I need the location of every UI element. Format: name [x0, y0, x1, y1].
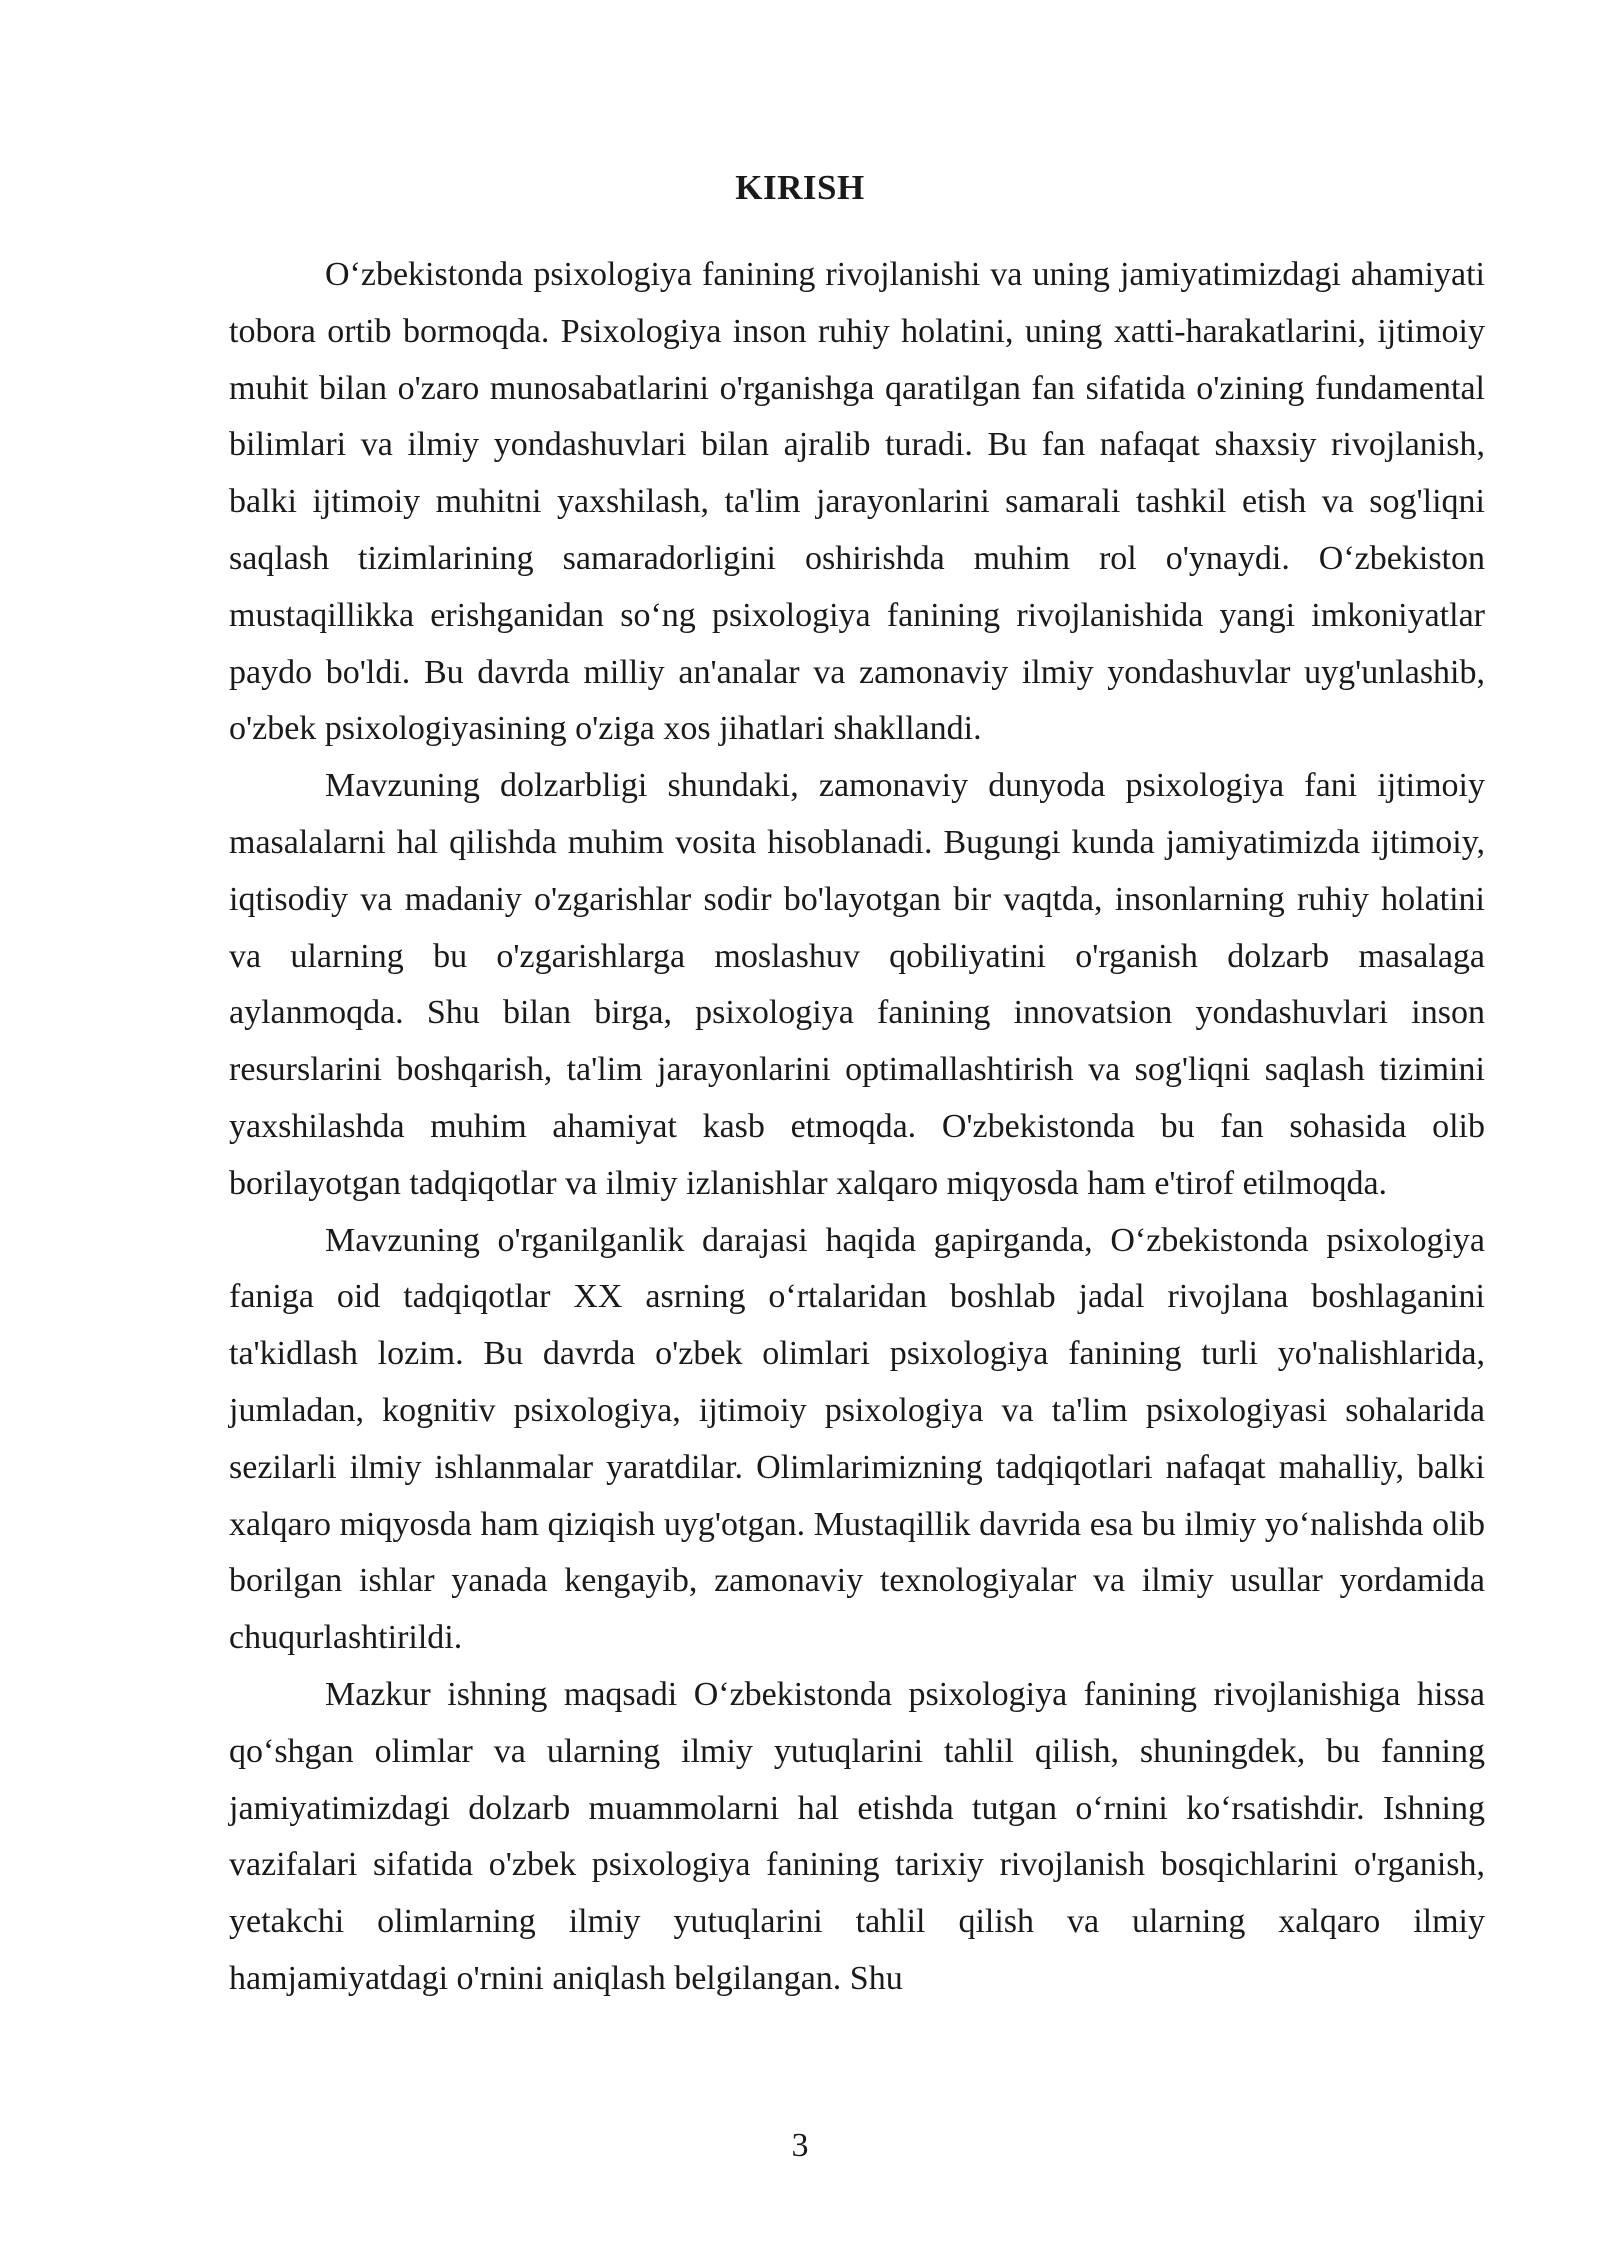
- paragraph-research-status: Mavzuning o'rganilganlik darajasi haqida gapirganda, Oʻzbekistonda psixologiya faniga oid tadqiqotlar XX asrning oʻrtalaridan boshlab jadal rivojlana boshlaganini ta'kidlash lozim. Bu davrda o'zbek olimlari psixologiya fanining turli yo'nalishlarida, jumladan, kognitiv psixologiya, ijtimoiy psixologiya va ta'lim psixologiyasi sohalarida sezilarli ilmiy ishlanmalar yaratdilar. Olimlarimizning tadqiqotlari nafaqat mahalliy, balki xalqaro miqyosda ham qiziqish uyg'otgan. Mustaqillik davrida esa bu ilmiy yoʻnalishda olib borilgan ishlar yanada kengayib, zamonaviy texnologiyalar va ilmiy usullar yordamida chuqurlashtirildi.: [229, 1221, 1485, 1657]
- paragraph-aim: Mazkur ishning maqsadi Oʻzbekistonda psixologiya fanining rivojlanishiga hissa qoʻshgan olimlar va ularning ilmiy yutuqlarini tahlil qilish, shuningdek, bu fanning jamiyatimizdagi dolzarb muammolarni hal etishda tutgan oʻrnini koʻrsatishdir. Ishning vazifalari sifatida o'zbek psixologiya fanining tarixiy rivojlanish bosqichlarini o'rganish, yetakchi olimlarning ilmiy yutuqlarini tahlil qilish va ularning xalqaro ilmiy hamjamiyatdagi o'rnini aniqlash belgilangan. Shu: [229, 1675, 1485, 1997]
- section-heading: KIRISH: [735, 168, 865, 207]
- body-text: [229, 247, 1485, 2008]
- page-number: 3: [791, 2127, 809, 2164]
- paragraph-introduction: Oʻzbekistonda psixologiya fanining rivojlanishi va uning jamiyatimizdagi ahamiyati tobora ortib bormoqda. Psixologiya inson ruhiy holatini, uning xatti-harakatlarini, ijtimoiy muhit bilan o'zaro munosabatlarini o'rganishga qaratilgan fan sifatida o'zining fundamental bilimlari va ilmiy yondashuvlari bilan ajralib turadi. Bu fan nafaqat shaxsiy rivojlanish, balki ijtimoiy muhitni yaxshilash, ta'lim jarayonlarini samarali tashkil etish va sog'liqni saqlash tizimlarining samaradorligini oshirishda muhim rol o'ynaydi. Oʻzbekiston mustaqillikka erishganidan soʻng psixologiya fanining rivojlanishida yangi imkoniyatlar paydo bo'ldi. Bu davrda milliy an'analar va zamonaviy ilmiy yondashuvlar uyg'unlashib, o'zbek psixologiyasining o'ziga xos jihatlari shakllandi.: [229, 256, 1485, 748]
- paragraph-relevance: Mavzuning dolzarbligi shundaki, zamonaviy dunyoda psixologiya fani ijtimoiy masalalarni hal qilishda muhim vosita hisoblanadi. Bugungi kunda jamiyatimizda ijtimoiy, iqtisodiy va madaniy o'zgarishlar sodir bo'layotgan bir vaqtda, insonlarning ruhiy holatini va ularning bu o'zgarishlarga moslashuv qobiliyatini o'rganish dolzarb masalaga aylanmoqda. Shu bilan birga, psixologiya fanining innovatsion yondashuvlari inson resurslarini boshqarish, ta'lim jarayonlarini optimallashtirish va sog'liqni saqlash tizimini yaxshilashda muhim ahamiyat kasb etmoqda. O'zbekistonda bu fan sohasida olib borilayotgan tadqiqotlar va ilmiy izlanishlar xalqaro miqyosda ham e'tirof etilmoqda.: [229, 767, 1485, 1202]
